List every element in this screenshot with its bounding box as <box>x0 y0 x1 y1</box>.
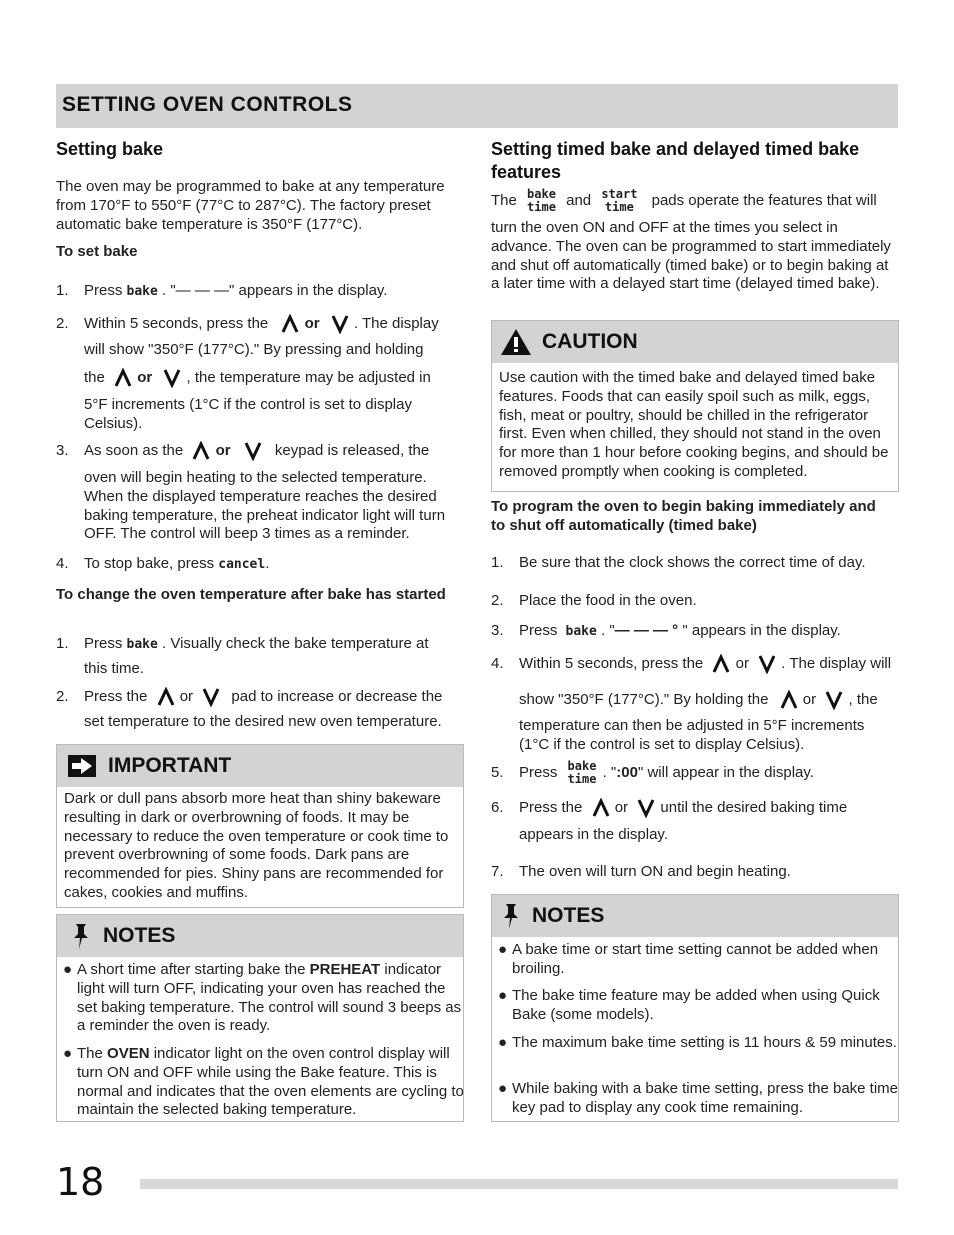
set-bake-step-3: 3. As soon as the or keypad is released, the <box>56 441 461 461</box>
down-arrow-icon <box>636 798 656 818</box>
timed-bake-step-3: 3. Press bake . "— — — ° " appears in the display. <box>491 622 841 639</box>
down-arrow-icon <box>757 654 777 674</box>
notes-box-right <box>491 894 899 1122</box>
bake-pad-label: bake <box>565 624 597 639</box>
notes-header-left <box>57 915 463 957</box>
set-bake-step-1: 1. Press bake . "— — —" appears in the display. <box>56 282 388 299</box>
notes-title-right: NOTES <box>532 904 605 927</box>
important-title: IMPORTANT <box>108 754 232 777</box>
important-header <box>57 745 463 787</box>
bake-time-pad-label: bake time <box>527 187 556 214</box>
setting-bake-intro: The oven may be programmed to bake at any temperature from 170°F to 550°F (77°C to 287°C). The factory preset automatic bake temperature is 350°F (177°C). <box>56 178 445 233</box>
timed-bake-step-6: 6. Press the or until the desired baking time <box>491 798 896 818</box>
bake-pad-label: bake <box>126 637 158 652</box>
change-temp-subheading: To change the oven temperature after bake has started <box>56 586 446 603</box>
timed-bake-step-1: 1. Be sure that the clock shows the correct time of day. <box>491 554 866 571</box>
up-arrow-icon <box>779 690 799 710</box>
notes-title-left: NOTES <box>103 924 176 947</box>
notes-right-item-2: ● The bake time feature may be added when using Quick Bake (some models). <box>498 987 880 1023</box>
caution-text: Use caution with the timed bake and delayed timed bake features. Foods that can easily spoil such as milk, eggs, fish, meat or poultry, should be chilled in the refrigerator first. Even when chilled, they should not stand in the oven for more than 1 hour before cooking begins, and should be removed promptly when cooking is completed. <box>499 369 889 480</box>
important-box <box>56 744 464 908</box>
change-temp-step-2: 2. Press the or pad to increase or decrease the <box>56 687 461 707</box>
important-text: Dark or dull pans absorb more heat than shiny bakeware resulting in dark or overbrowning of foods. It may be necessary to reduce the oven temperature or cook time to prevent overbrowning of some foods. Dark pans are recommended for pies. Shiny pans are recommended for cakes, cookies and muffins. <box>64 790 449 901</box>
caution-title: CAUTION <box>542 330 638 353</box>
up-arrow-icon <box>113 368 133 388</box>
down-arrow-icon <box>162 368 182 388</box>
timed-bake-step-6-line-2: appears in the display. <box>519 826 668 843</box>
start-time-pad-label: start time <box>601 187 638 214</box>
timed-bake-step-4-line-2: show "350°F (177°C)." By holding the or , the <box>519 690 899 710</box>
set-bake-step-3-detail: oven will begin heating to the selected temperature. When the displayed temperature reaches the desired baking temperature, the preheat indicator light will turn OFF. The control will beep 3 times as a reminder. <box>84 469 446 543</box>
notes-left-item-2: ● The OVEN indicator light on the oven control display will turn ON and OFF while using the Bake feature. This is normal and indicates that the oven elements are cycling to maintain the selected baking temperature. <box>63 1045 464 1119</box>
change-temp-step-2-line-2: set temperature to the desired new oven temperature. <box>84 713 442 730</box>
timed-bake-heading: Setting timed bake and delayed timed bake features <box>491 139 860 182</box>
up-arrow-icon <box>591 798 611 818</box>
notes-header-right <box>492 895 898 937</box>
set-bake-step-2: 2. Within 5 seconds, press the or . The display <box>56 314 461 334</box>
caution-header <box>492 321 898 363</box>
setting-bake-heading: Setting bake <box>56 139 164 159</box>
pushpin-icon <box>501 902 521 930</box>
set-bake-step-2-line-2: will show "350°F (177°C)." By pressing and holding <box>84 341 424 358</box>
timed-bake-step-4: 4. Within 5 seconds, press the or . The display will <box>491 654 901 674</box>
timed-bake-intro-line-1: The bake time and start time pads operate the features that will <box>491 187 877 214</box>
bake-time-pad-label: bake time <box>567 759 597 786</box>
timed-bake-step-5: 5. Press bake time . ":00" will appear in the display. <box>491 759 814 786</box>
timed-bake-step-2: 2. Place the food in the oven. <box>491 592 697 609</box>
caution-box <box>491 320 899 492</box>
warning-icon <box>500 328 532 356</box>
down-arrow-icon <box>824 690 844 710</box>
timed-bake-step-7: 7. The oven will turn ON and begin heating. <box>491 863 791 880</box>
set-bake-step-2-line-3: the or , the temperature may be adjusted in <box>84 368 464 388</box>
timed-bake-step-4-line-3: temperature can then be adjusted in 5°F increments (1°C if the control is set to display Celsius). <box>519 717 865 753</box>
notes-box-left <box>56 914 464 1122</box>
timed-bake-subheading: To program the oven to begin baking immediately and to shut off automatically (timed bake) <box>491 498 876 534</box>
up-arrow-icon <box>280 314 300 334</box>
page-number: 18 <box>56 1160 105 1204</box>
bake-pad-label: bake <box>126 284 158 299</box>
to-set-bake-subheading: To set bake <box>56 243 138 260</box>
down-arrow-icon <box>201 687 221 707</box>
up-arrow-icon <box>711 654 731 674</box>
pushpin-icon <box>71 922 91 950</box>
notes-right-item-4: ● While baking with a bake time setting, press the bake time key pad to display any cook time remaining. <box>498 1080 899 1116</box>
up-arrow-icon <box>156 687 176 707</box>
down-arrow-icon <box>243 441 263 461</box>
change-temp-step-1-line-2: this time. <box>84 660 145 677</box>
cancel-pad-label: cancel <box>218 557 266 572</box>
set-bake-step-2-line-4: 5°F increments (1°C if the control is set to display Celsius). <box>84 396 412 432</box>
right-arrow-icon <box>67 754 97 778</box>
set-bake-step-4: 4. To stop bake, press cancel. <box>56 555 270 572</box>
notes-right-item-1: ● A bake time or start time setting cannot be added when broiling. <box>498 941 879 977</box>
notes-right-item-3: ● The maximum bake time setting is 11 hours & 59 minutes. <box>498 1034 897 1051</box>
page-title: SETTING OVEN CONTROLS <box>62 93 353 116</box>
up-arrow-icon <box>191 441 211 461</box>
down-arrow-icon <box>330 314 350 334</box>
footer-rule <box>140 1179 898 1189</box>
notes-left-item-1: ● A short time after starting bake the PREHEAT indicator light will turn OFF, indicating your oven has reached the set baking temperature. The control will sound 3 beeps as a reminder the oven is ready. <box>63 961 462 1035</box>
timed-bake-intro-rest: turn the oven ON and OFF at the times you select in advance. The oven can be programmed to start immediately and shut off automatically (timed bake) or to begin baking at a later time with a delayed start time (delayed timed bake). <box>491 219 891 293</box>
change-temp-step-1: 1. Press bake . Visually check the bake temperature at <box>56 635 429 652</box>
